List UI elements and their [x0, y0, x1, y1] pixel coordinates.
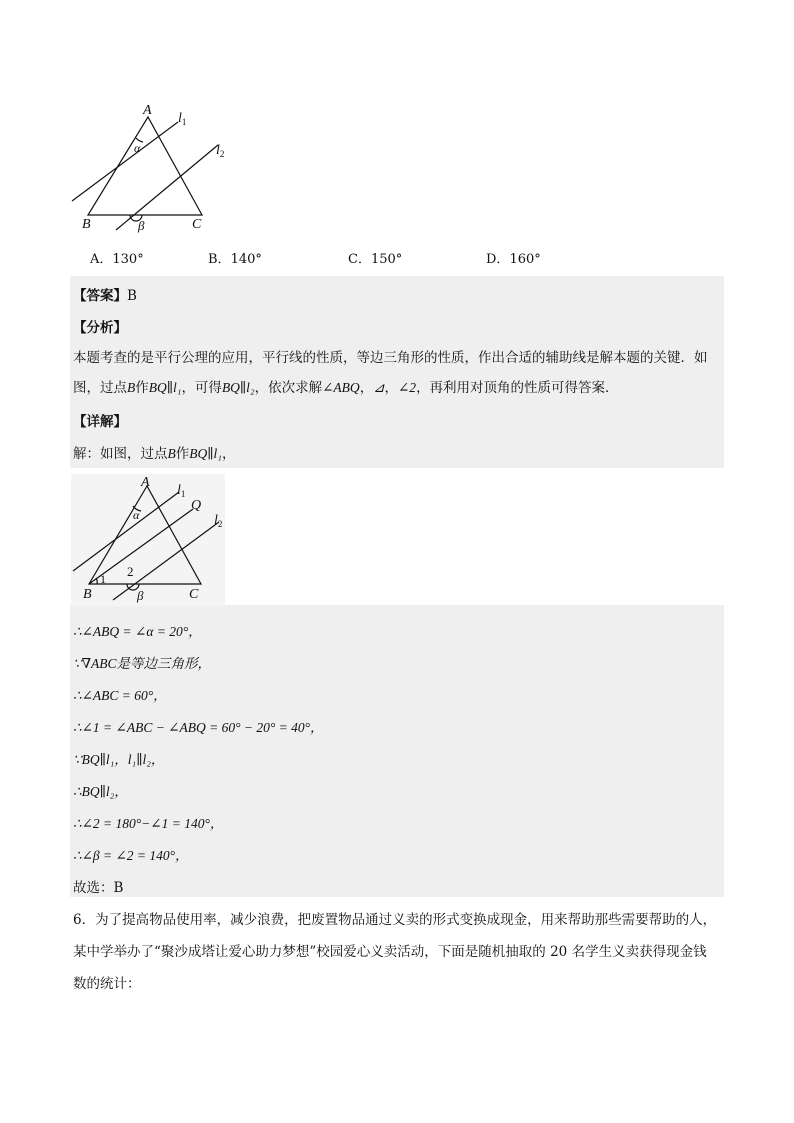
- angle-1-label: 1: [100, 572, 106, 586]
- answer-line: 【答案】B: [73, 288, 137, 304]
- detail-intro: 解：如图，过点B作BQ∥l₁，: [73, 446, 236, 462]
- analysis-line-2: 图，过点B作BQ∥l₁，可得BQ∥l₂，依次求解∠ABQ，⊿，∠2，再利用对顶角的性质可得答案．: [73, 380, 619, 396]
- triangle-figure-2: [71, 474, 225, 606]
- triangle-figure-1: [66, 100, 246, 235]
- line-l1: [73, 492, 179, 571]
- line-l2: [116, 145, 218, 230]
- line-l2-label: $l_2$: [214, 513, 223, 529]
- line-l2-label: $l_2$: [216, 143, 225, 159]
- vertex-c-label: C: [192, 217, 202, 232]
- triangle-abc: [89, 486, 201, 584]
- detail-band: [70, 402, 724, 434]
- step-3: ∴∠ABC = 60°，: [73, 688, 167, 703]
- analysis-band: [70, 308, 724, 340]
- line-l1-label: $l_1$: [177, 483, 186, 499]
- vertex-b-label: B: [83, 587, 92, 602]
- triangle-abc: [88, 117, 202, 215]
- angle-2-label: 2: [127, 564, 134, 579]
- analysis-line-1: 本题考查的是平行公理的应用，平行线的性质，等边三角形的性质，作出合适的辅助线是解本题的关键．如: [73, 350, 708, 366]
- step-8: ∴∠β = ∠2 = 140°，: [73, 848, 189, 863]
- alpha-label: α: [134, 141, 141, 155]
- option-a[interactable]: A．130°: [90, 252, 144, 267]
- beta-label: β: [138, 218, 145, 233]
- beta-label: β: [137, 588, 144, 603]
- question6-line-1: 6．为了提高物品使用率，减少浪费，把废置物品通过义卖的形式变换成现金，用来帮助那些需要帮助的人，: [73, 912, 717, 928]
- alpha-label: α: [133, 508, 140, 522]
- step-9-conclusion: 故选：B: [73, 880, 124, 896]
- question6-line-2: 某中学举办了“聚沙成塔让爱心助力梦想”校园爱心义卖活动，下面是随机抽取的 20 名学生义卖获得现金钱: [73, 944, 707, 960]
- vertex-a-label: A: [141, 475, 150, 490]
- step-2: ∵∇ABC是等边三角形，: [73, 656, 212, 671]
- option-d[interactable]: D．160°: [486, 252, 541, 267]
- answer-band: [70, 276, 724, 308]
- option-b[interactable]: B．140°: [208, 252, 262, 267]
- line-l1: [72, 122, 178, 201]
- analysis-label: 【分析】: [73, 320, 127, 336]
- vertex-c-label: C: [189, 587, 199, 602]
- line-l1-label: $l_1$: [178, 111, 187, 127]
- step-1: ∴∠ABQ = ∠α = 20°，: [73, 624, 202, 639]
- vertex-q-label: Q: [191, 498, 202, 513]
- step-5: ∵BQ∥l₁，l₁∥l₂，: [73, 752, 165, 767]
- vertex-a-label: A: [143, 103, 152, 118]
- step-4: ∴∠1 = ∠ABC − ∠ABQ = 60° − 20° = 40°，: [73, 720, 324, 735]
- vertex-b-label: B: [82, 217, 91, 232]
- detail-label: 【详解】: [73, 414, 127, 430]
- step-6: ∴BQ∥l₂，: [73, 784, 128, 799]
- step-7: ∴∠2 = 180°−∠1 = 140°，: [73, 816, 224, 831]
- angle-1-arc: [96, 578, 97, 584]
- option-c[interactable]: C．150°: [348, 252, 403, 267]
- question6-line-3: 数的统计：: [73, 976, 141, 992]
